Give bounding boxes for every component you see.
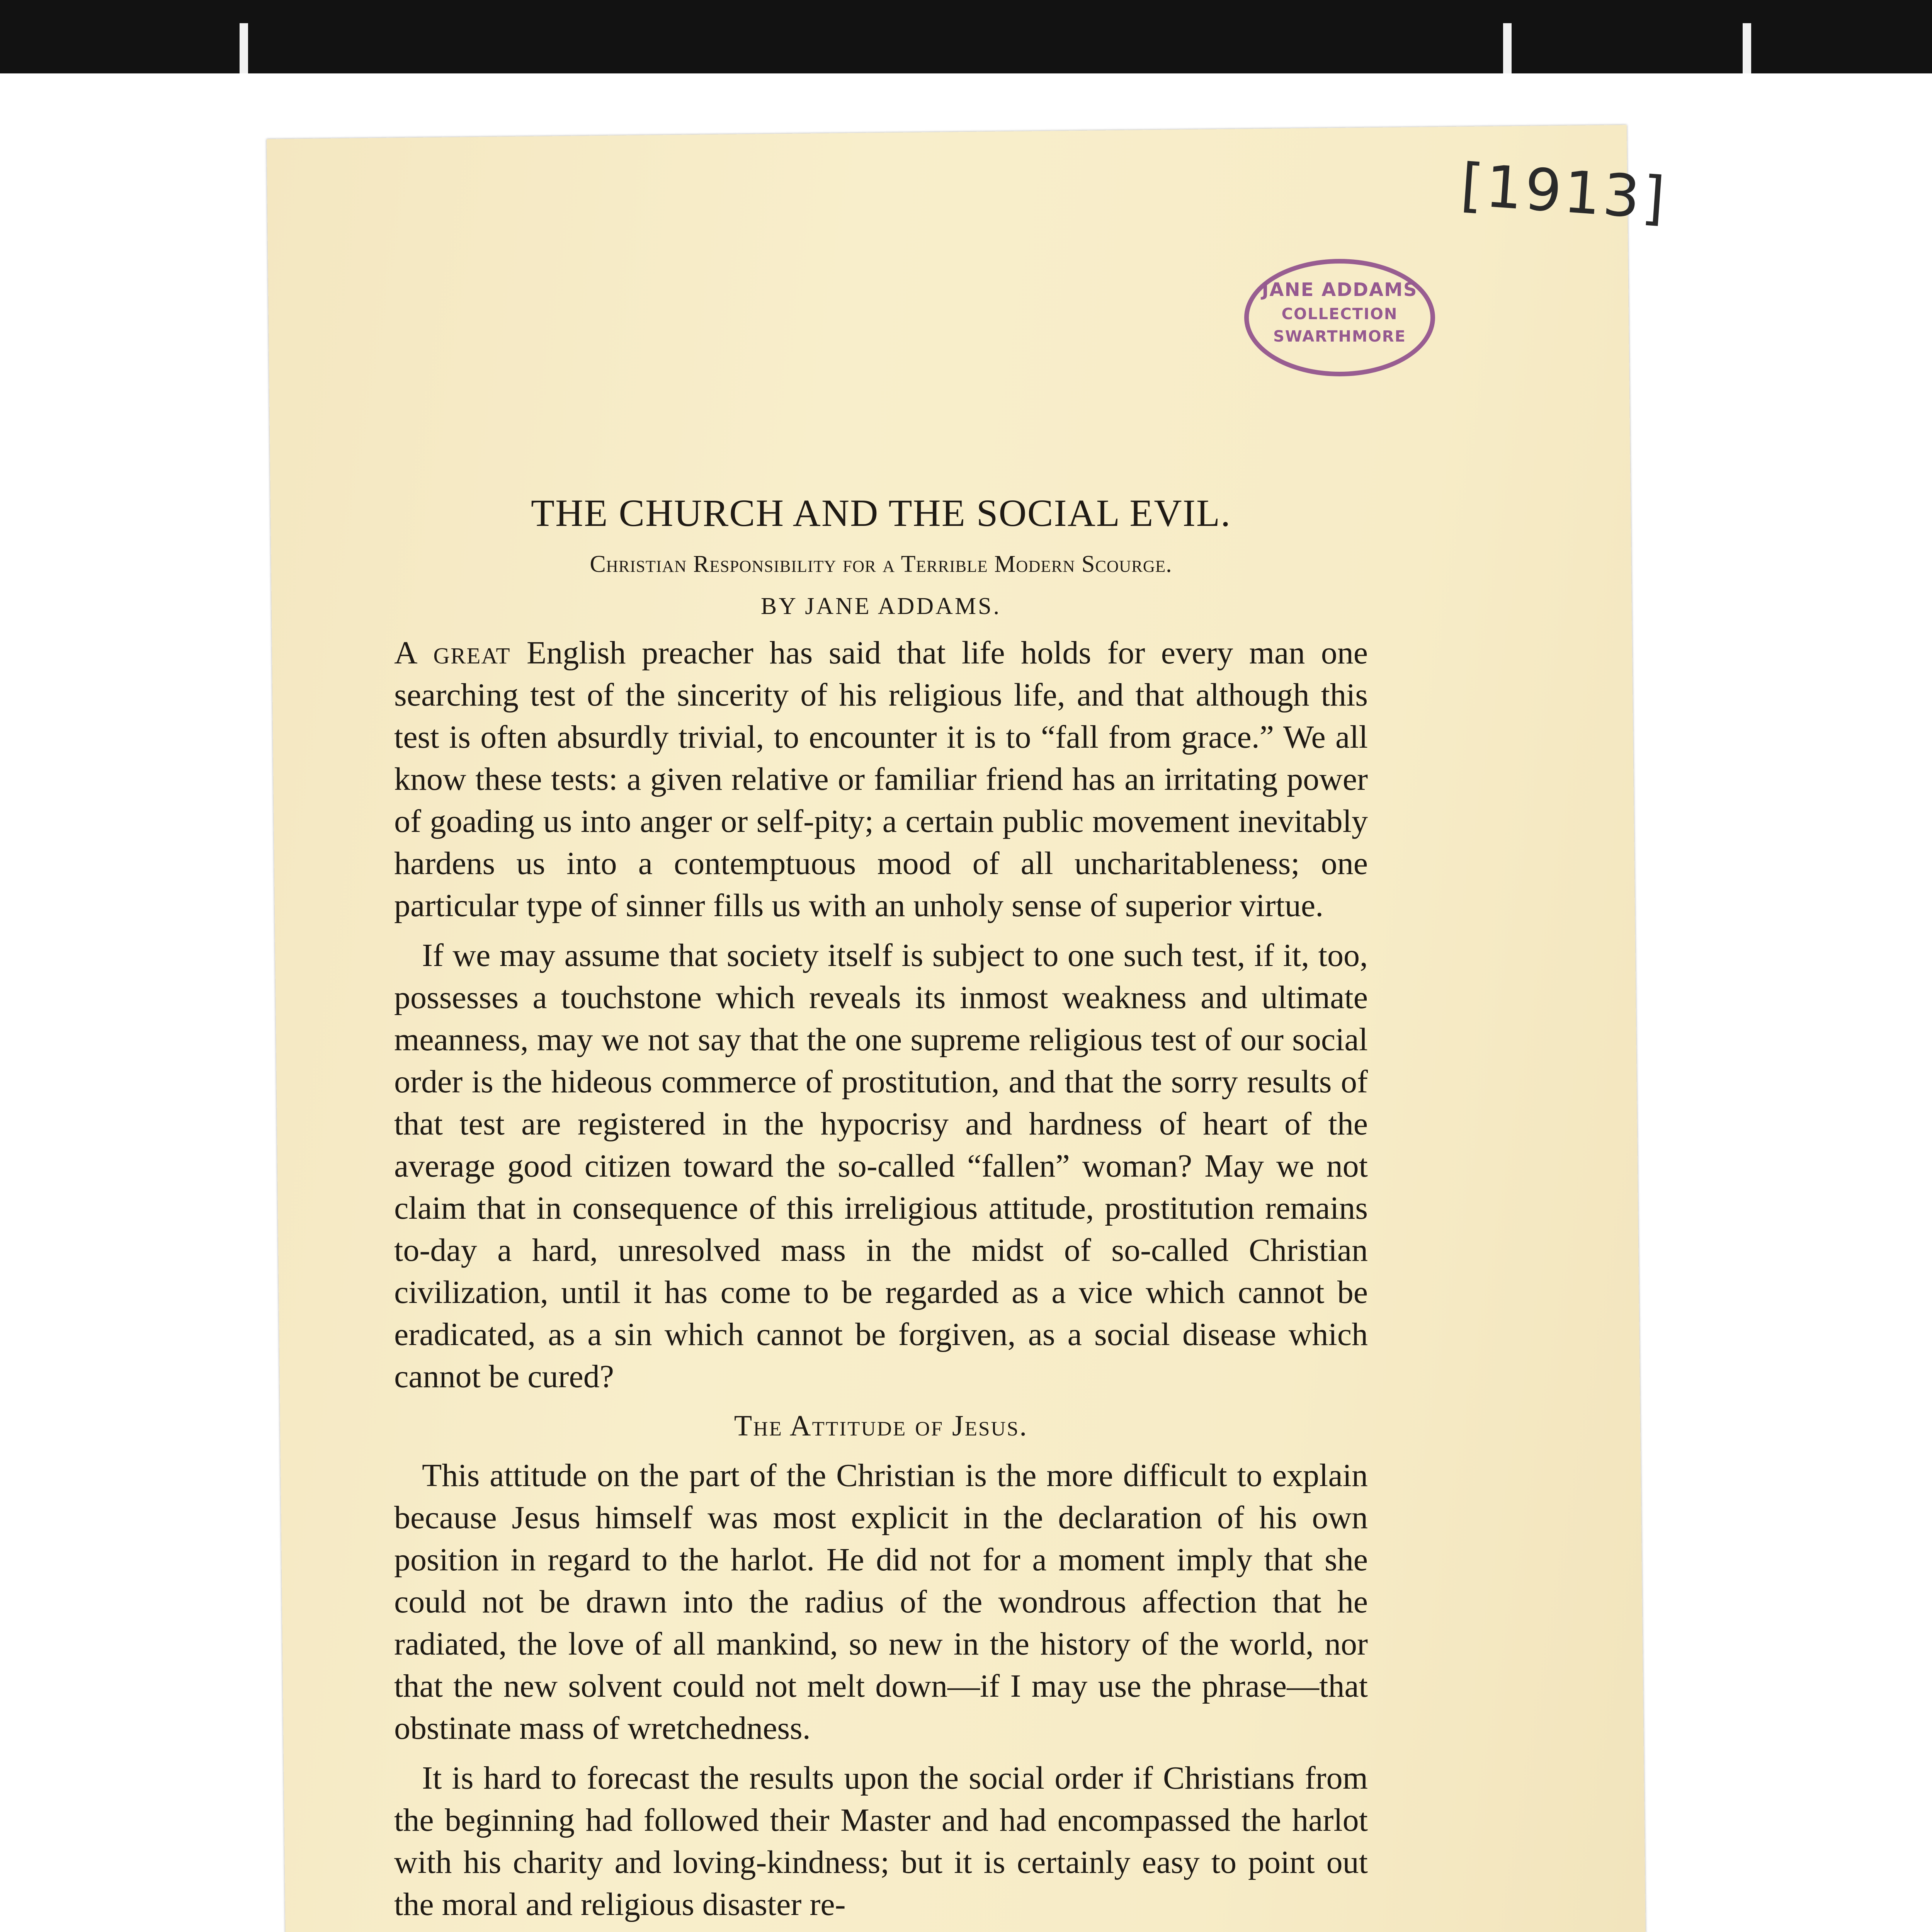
paragraph: This attitude on the part of the Christian is the more difficult to explain because Jesus himself was most explicit in the declaration of his own position in regard to the harlot. He did not for a moment imply that she could not be drawn into the radius of the wondrous affection that he radiated, the love of all mankind, so new in the history of the world, nor that the new solvent could not melt down—if I may use the phrase—that obstinate mass of wretchedness.	[394, 1458, 1368, 1746]
paragraph	[394, 632, 1368, 927]
section-heading: The Attitude of Jesus.	[734, 1410, 1028, 1442]
article-byline: BY JANE ADDAMS.	[760, 593, 1002, 619]
scanner-mark	[1503, 23, 1512, 73]
collection-stamp	[1244, 259, 1435, 376]
stamp-line: JANE ADDAMS	[1262, 279, 1418, 301]
paragraph: It is hard to forecast the results upon the social order if Christians from the beginning had followed their Master and had encompassed the harlot with his charity and loving-kindness; but it is certainly easy to point out the moral and religious disaster re-	[394, 1760, 1368, 1922]
article-subtitle: Christian Responsibility for a Terrible Modern Scourge.	[590, 551, 1172, 577]
scanner-mark	[240, 23, 248, 73]
stamp-line: COLLECTION	[1281, 305, 1398, 323]
paragraph-text: English preacher has said that life holds for every man one searching test of the sincerity of his religious life, and that although this test is often absurdly trivial, to encounter it is to “fall from grace.” We all know these tests: a given relative or familiar friend has an irritating power of goading us into anger or self-pity; a certain public movement inevitably hardens us into a contemptuous mood of all uncharitableness; one particular type of sinner fills us with an unholy sense of superior virtue.	[394, 635, 1368, 923]
article-title: THE CHURCH AND THE SOCIAL EVIL.	[531, 492, 1231, 534]
article-body	[394, 491, 1368, 1932]
paragraph-lead: A great	[394, 635, 511, 671]
handwritten-year: [1913]	[1458, 151, 1670, 233]
scanner-mark	[1743, 23, 1751, 73]
paragraph: If we may assume that society itself is subject to one such test, if it, too, possesses a touchstone which reveals its inmost weakness and ultimate meanness, may we not say that the one supreme religious test of our social order is the hideous commerce of prostitution, and that the sorry results of that test are registered in the hypocrisy and hardness of heart of the average good citizen toward the so-called “fallen” woman? May we not claim that in consequence of this irreligious attitude, prostitution remains to-day a hard, unresolved mass in the midst of so-called Christian civilization, until it has come to be regarded as a vice which cannot be eradicated, as a sin which cannot be forgiven, as a social disease which cannot be cured?	[394, 937, 1368, 1395]
scanner-bar	[0, 0, 1932, 73]
stamp-line: SWARTHMORE	[1273, 328, 1406, 345]
